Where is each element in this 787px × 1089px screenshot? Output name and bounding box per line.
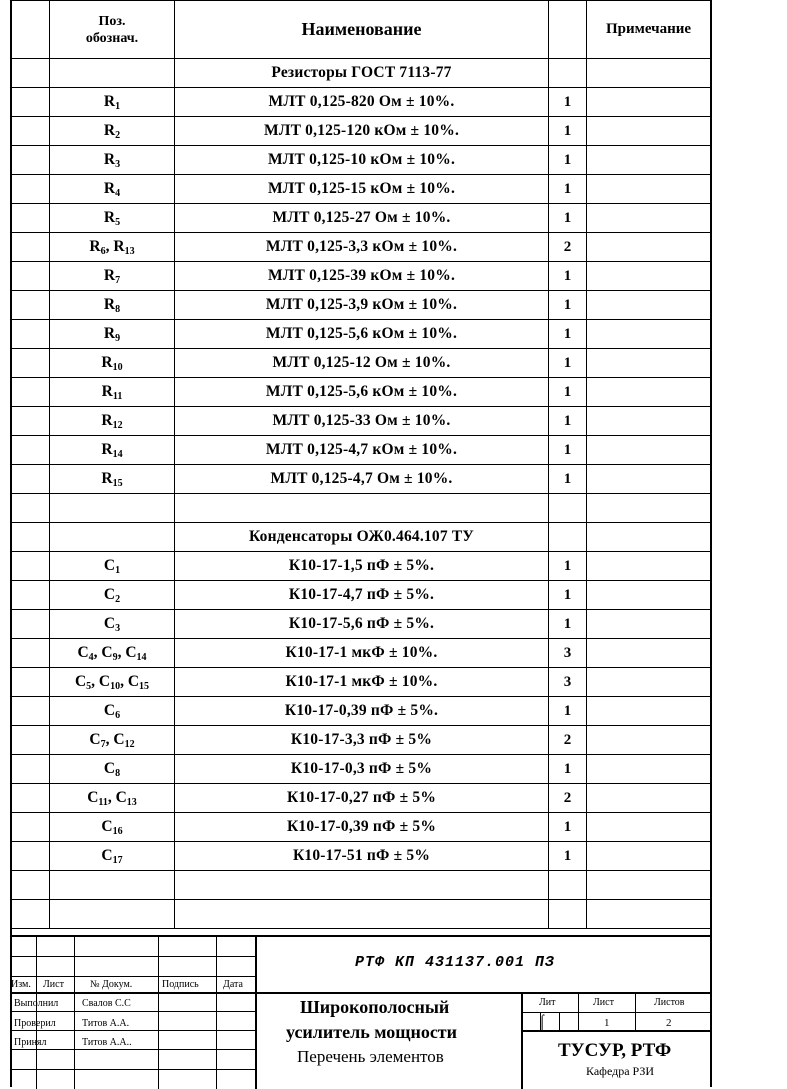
row-blank-cell (11, 842, 50, 871)
pos-cell: $R_3$ (50, 146, 175, 175)
note-cell (587, 697, 711, 726)
note-cell (587, 581, 711, 610)
role-accepted: Принял (14, 1037, 47, 1048)
name-accepted: Титов А.А.. (82, 1037, 132, 1048)
department: Кафедра РЗИ (586, 1064, 655, 1078)
table-row (11, 378, 711, 407)
row-blank-cell (11, 581, 50, 610)
section-row (11, 59, 711, 88)
qty-cell: 1 (549, 465, 587, 494)
note-cell (587, 784, 711, 813)
note-cell (587, 900, 711, 929)
table-row (11, 204, 711, 233)
row-blank-cell (11, 552, 50, 581)
name-cell: К10-17-51 пФ ± 5% (175, 842, 549, 871)
sheet-label: Лист (593, 997, 614, 1008)
pos-cell: $C_{11}$, $C_{13}$ (50, 784, 175, 813)
qty-cell: 1 (549, 436, 587, 465)
pos-cell: $C_5$, $C_{10}$, $C_{15}$ (50, 668, 175, 697)
pos-cell (50, 494, 175, 523)
table-row (11, 900, 711, 929)
name-cell: МЛТ 0,125-3,9 кОм ± 10%. (175, 291, 549, 320)
pos-cell: $C_4$, $C_9$, $C_{14}$ (50, 639, 175, 668)
role-performed: Выполнил (14, 998, 59, 1009)
pos-cell: $R_4$ (50, 175, 175, 204)
row-blank-cell (11, 320, 50, 349)
table-row (11, 262, 711, 291)
note-cell (587, 755, 711, 784)
pos-cell: $C_3$ (50, 610, 175, 639)
qty-cell: 1 (549, 291, 587, 320)
name-cell: МЛТ 0,125-4,7 Ом ± 10%. (175, 465, 549, 494)
lit-label: Лит (539, 997, 556, 1008)
row-blank-cell (11, 871, 50, 900)
pos-cell: $R_{14}$ (50, 436, 175, 465)
note-cell (587, 117, 711, 146)
sheet-number: 1 (604, 1017, 610, 1029)
pos-cell: $R_{12}$ (50, 407, 175, 436)
pos-cell: $R_{10}$ (50, 349, 175, 378)
pos-cell (50, 523, 175, 552)
table-row (11, 407, 711, 436)
table-row (11, 465, 711, 494)
qty-cell: 1 (549, 610, 587, 639)
name-checked: Титов А.А. (82, 1018, 130, 1029)
row-blank-cell (11, 436, 50, 465)
row-blank-cell (11, 697, 50, 726)
table-row (11, 726, 711, 755)
qty-cell: 1 (549, 755, 587, 784)
name-cell: МЛТ 0,125-3,3 кОм ± 10%. (175, 233, 549, 262)
table-row (11, 581, 711, 610)
col-doc-label: № Докум. (90, 979, 133, 990)
row-blank-cell (11, 784, 50, 813)
pos-cell (50, 59, 175, 88)
row-blank-cell (11, 262, 50, 291)
table-row (11, 784, 711, 813)
qty-cell: 3 (549, 668, 587, 697)
header-note: Примечание (587, 1, 711, 59)
qty-cell: 1 (549, 378, 587, 407)
row-blank-cell (11, 146, 50, 175)
note-cell (587, 291, 711, 320)
name-cell: К10-17-5,6 пФ ± 5%. (175, 610, 549, 639)
table-row (11, 494, 711, 523)
name-cell (175, 494, 549, 523)
note-cell (587, 146, 711, 175)
organization: ТУСУР, РТФ (558, 1040, 672, 1061)
name-cell: МЛТ 0,125-39 кОм ± 10%. (175, 262, 549, 291)
document-code: РТФ КП 431137.001 ПЗ (355, 954, 556, 971)
qty-cell: 2 (549, 726, 587, 755)
note-cell (587, 262, 711, 291)
name-cell: МЛТ 0,125-4,7 кОм ± 10%. (175, 436, 549, 465)
note-cell (587, 842, 711, 871)
row-blank-cell (11, 233, 50, 262)
qty-cell (549, 871, 587, 900)
table-row (11, 755, 711, 784)
note-cell (587, 349, 711, 378)
pos-cell: $C_{16}$ (50, 813, 175, 842)
table-row (11, 842, 711, 871)
row-blank-cell (11, 813, 50, 842)
table-row (11, 233, 711, 262)
row-blank-cell (11, 407, 50, 436)
pos-cell: $R_6$, $R_{13}$ (50, 233, 175, 262)
note-cell (587, 726, 711, 755)
note-cell (587, 59, 711, 88)
row-blank-cell (11, 639, 50, 668)
name-cell: МЛТ 0,125-10 кОм ± 10%. (175, 146, 549, 175)
name-cell: К10-17-3,3 пФ ± 5% (175, 726, 549, 755)
pos-cell: $R_5$ (50, 204, 175, 233)
note-cell (587, 610, 711, 639)
note-cell (587, 552, 711, 581)
elements-table (10, 0, 711, 929)
qty-cell: 1 (549, 204, 587, 233)
table-row (11, 610, 711, 639)
table-row (11, 697, 711, 726)
pos-cell: $R_{15}$ (50, 465, 175, 494)
row-blank-cell (11, 59, 50, 88)
qty-cell: 1 (549, 262, 587, 291)
name-cell: К10-17-0,3 пФ ± 5% (175, 755, 549, 784)
document-title-line3: Перечень элементов (297, 1047, 444, 1066)
table-row (11, 88, 711, 117)
row-blank-cell (11, 900, 50, 929)
document-title-line2: усилитель мощности (286, 1022, 458, 1042)
name-cell (175, 900, 549, 929)
lit-mark-icon: ⌠ (538, 1015, 547, 1030)
header-blank (11, 1, 50, 59)
qty-cell (549, 900, 587, 929)
qty-cell (549, 494, 587, 523)
note-cell (587, 407, 711, 436)
qty-cell: 2 (549, 784, 587, 813)
col-izm-label: Изм. (11, 979, 31, 990)
table-row (11, 349, 711, 378)
name-performed: Свалов С.С (82, 998, 131, 1009)
row-blank-cell (11, 668, 50, 697)
name-cell: К10-17-0,27 пФ ± 5% (175, 784, 549, 813)
pos-cell: $C_1$ (50, 552, 175, 581)
table-row (11, 552, 711, 581)
row-blank-cell (11, 204, 50, 233)
name-cell: К10-17-0,39 пФ ± 5% (175, 813, 549, 842)
name-cell: К10-17-4,7 пФ ± 5%. (175, 581, 549, 610)
name-cell: МЛТ 0,125-15 кОм ± 10%. (175, 175, 549, 204)
note-cell (587, 813, 711, 842)
note-cell (587, 668, 711, 697)
col-sign-label: Подпись (162, 979, 199, 990)
row-blank-cell (11, 523, 50, 552)
header-pos-line2: обознач. (85, 30, 139, 46)
pos-cell: $C_7$, $C_{12}$ (50, 726, 175, 755)
header-pos (50, 1, 175, 59)
row-blank-cell (11, 378, 50, 407)
pos-cell: $R_2$ (50, 117, 175, 146)
table-row (11, 117, 711, 146)
row-blank-cell (11, 117, 50, 146)
name-cell: К10-17-1,5 пФ ± 5%. (175, 552, 549, 581)
note-cell (587, 175, 711, 204)
qty-cell: 3 (549, 639, 587, 668)
pos-cell (50, 871, 175, 900)
note-cell (587, 88, 711, 117)
pos-cell: $R_7$ (50, 262, 175, 291)
document-title-line1: Широкополосный (300, 997, 450, 1017)
qty-cell: 1 (549, 117, 587, 146)
note-cell (587, 871, 711, 900)
role-checked: Проверил (14, 1018, 56, 1029)
pos-cell: $R_{11}$ (50, 378, 175, 407)
row-blank-cell (11, 291, 50, 320)
qty-cell: 1 (549, 349, 587, 378)
table-row (11, 175, 711, 204)
qty-cell: 1 (549, 146, 587, 175)
name-cell: МЛТ 0,125-12 Ом ± 10%. (175, 349, 549, 378)
table-row (11, 668, 711, 697)
note-cell (587, 320, 711, 349)
qty-cell: 1 (549, 88, 587, 117)
name-cell: МЛТ 0,125-5,6 кОм ± 10%. (175, 378, 549, 407)
qty-cell (549, 59, 587, 88)
sheets-label: Листов (654, 997, 685, 1008)
row-blank-cell (11, 465, 50, 494)
name-cell: МЛТ 0,125-33 Ом ± 10%. (175, 407, 549, 436)
note-cell (587, 494, 711, 523)
note-cell (587, 465, 711, 494)
header-pos-line1: Поз. (98, 13, 126, 29)
qty-cell: 1 (549, 320, 587, 349)
note-cell (587, 436, 711, 465)
pos-cell: $C_{17}$ (50, 842, 175, 871)
note-cell (587, 639, 711, 668)
row-blank-cell (11, 726, 50, 755)
qty-cell: 1 (549, 813, 587, 842)
note-cell (587, 204, 711, 233)
table-row (11, 813, 711, 842)
table-header-row (11, 1, 711, 59)
title-block (10, 935, 712, 1087)
pos-cell: $C_6$ (50, 697, 175, 726)
col-list-label: Лист (43, 979, 64, 990)
name-cell: К10-17-1 мкФ ± 10%. (175, 668, 549, 697)
row-blank-cell (11, 349, 50, 378)
section-title: Резисторы ГОСТ 7113-77 (175, 59, 549, 88)
pos-cell: $R_9$ (50, 320, 175, 349)
row-blank-cell (11, 610, 50, 639)
name-cell: МЛТ 0,125-120 кОм ± 10%. (175, 117, 549, 146)
row-blank-cell (11, 88, 50, 117)
name-cell: МЛТ 0,125-5,6 кОм ± 10%. (175, 320, 549, 349)
qty-cell: 1 (549, 407, 587, 436)
note-cell (587, 523, 711, 552)
qty-cell: 1 (549, 842, 587, 871)
note-cell (587, 233, 711, 262)
table-row (11, 320, 711, 349)
name-cell (175, 871, 549, 900)
name-cell: К10-17-0,39 пФ ± 5%. (175, 697, 549, 726)
pos-cell: $C_2$ (50, 581, 175, 610)
header-qty (549, 1, 587, 59)
note-cell (587, 378, 711, 407)
qty-cell: 1 (549, 175, 587, 204)
qty-cell: 1 (549, 697, 587, 726)
table-row (11, 291, 711, 320)
row-blank-cell (11, 494, 50, 523)
name-cell: К10-17-1 мкФ ± 10%. (175, 639, 549, 668)
table-row (11, 146, 711, 175)
qty-cell: 1 (549, 552, 587, 581)
section-row (11, 523, 711, 552)
name-cell: МЛТ 0,125-27 Ом ± 10%. (175, 204, 549, 233)
name-cell: МЛТ 0,125-820 Ом ± 10%. (175, 88, 549, 117)
pos-cell: $R_1$ (50, 88, 175, 117)
sheets-total: 2 (666, 1017, 672, 1029)
pos-cell: $C_8$ (50, 755, 175, 784)
row-blank-cell (11, 175, 50, 204)
table-row (11, 871, 711, 900)
pos-cell (50, 900, 175, 929)
table-row (11, 639, 711, 668)
row-blank-cell (11, 755, 50, 784)
qty-cell (549, 523, 587, 552)
header-name: Наименование (175, 1, 549, 59)
qty-cell: 1 (549, 581, 587, 610)
qty-cell: 2 (549, 233, 587, 262)
pos-cell: $R_8$ (50, 291, 175, 320)
col-date-label: Дата (223, 979, 243, 990)
section-title: Конденсаторы ОЖ0.464.107 ТУ (175, 523, 549, 552)
table-row (11, 436, 711, 465)
